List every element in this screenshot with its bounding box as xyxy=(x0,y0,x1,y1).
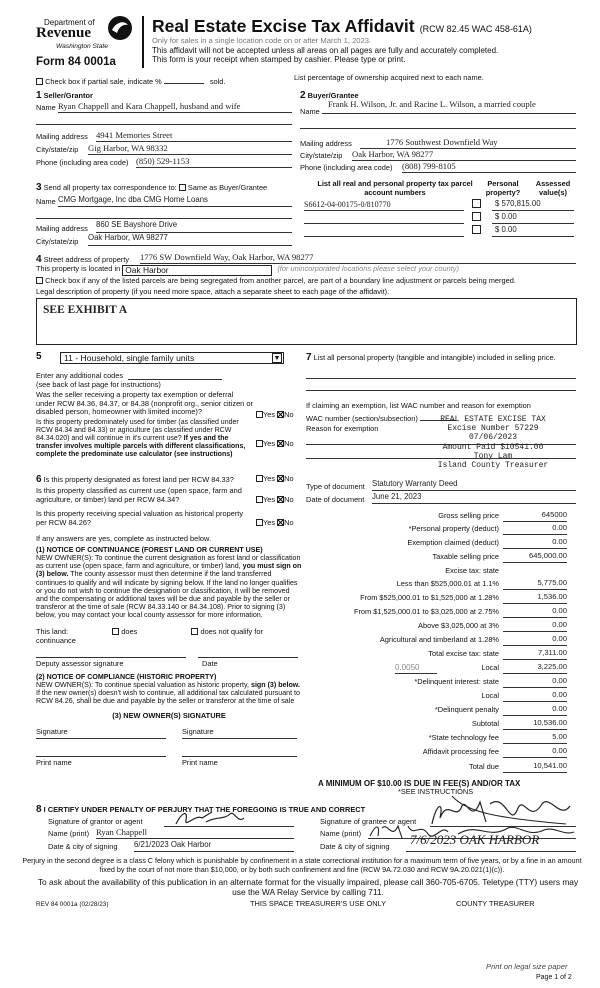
dor-revenue-word: Revenue xyxy=(36,25,91,41)
buyer-mailing-row xyxy=(300,137,576,149)
seller-city-row xyxy=(36,143,292,155)
deputy-date-line[interactable] xyxy=(198,657,298,658)
print-name-label-1: Print name xyxy=(36,758,72,767)
land-use-value: 11 - Household, single family units xyxy=(64,353,195,363)
tax-value[interactable]: 0.00 xyxy=(503,677,567,688)
seller-mailing-row xyxy=(36,130,292,142)
treasurer-stamp xyxy=(408,415,578,470)
parcel-value-field[interactable]: $ 0.00 xyxy=(492,213,574,224)
tax-label: Excise tax: state xyxy=(445,566,499,575)
dor-dept-line: Department of xyxy=(44,18,95,27)
current-use-question: Is this property classified as current use (open space, farm and agriculture, or timber) land per RCW 84.34? xyxy=(36,486,242,504)
dor-logo xyxy=(36,14,136,56)
tax-row xyxy=(305,650,567,663)
buyer-mailing-label: Mailing address xyxy=(300,139,352,148)
buyer-city-row xyxy=(300,149,576,161)
historic-yes-checkbox[interactable] xyxy=(256,519,263,526)
perjury-notice xyxy=(22,857,582,874)
grantor-signature-mark xyxy=(172,808,282,830)
form-title: Real Estate Excise Tax Affidavit xyxy=(152,16,415,36)
parcels-col-number-header: List all real and personal property tax parcel account numbers xyxy=(317,179,473,197)
dor-state-line: Washington State xyxy=(56,43,108,50)
seller-name-line-2 xyxy=(36,124,292,125)
new-owner-printname-1[interactable] xyxy=(36,756,166,757)
tax-value[interactable]: 0.00 xyxy=(503,538,567,549)
grantor-date-label: Date & city of signing xyxy=(48,842,118,851)
notice-continuance-body xyxy=(36,554,302,619)
yes-label: Yes xyxy=(263,439,276,448)
personal-property-label: List all personal property (tangible and intangible) included in selling price. xyxy=(313,353,556,362)
codes-field[interactable] xyxy=(128,372,222,380)
partial-sale-row xyxy=(36,76,225,87)
yes-label: Yes xyxy=(263,474,276,483)
corr-mailing-label: Mailing address xyxy=(36,224,88,233)
historic-question: Is this property receiving special valuation as historical property per RCW 84.26? xyxy=(36,509,244,527)
tax-row xyxy=(305,720,567,733)
corr-city-field[interactable]: Oak Harbor, WA 98277 xyxy=(88,234,292,246)
grantor-date-row xyxy=(48,840,294,852)
timber-yes-no xyxy=(256,440,294,449)
no-label: No xyxy=(284,474,294,483)
timber-no-checkbox[interactable] xyxy=(277,440,284,447)
grantee-name-label: Name (print) xyxy=(320,829,362,838)
notice-compliance-c: If the new owner(s) doesn't wish to continue, all additional tax calculated pursuant to RCW 84.26, shall be due and payable by the seller or transferor at the time of sale xyxy=(36,689,300,706)
tax-value[interactable]: 5,775.00 xyxy=(503,579,567,590)
personal-property-line-2[interactable] xyxy=(306,390,576,391)
parcel-number-field[interactable] xyxy=(304,213,464,224)
doc-type-label: Type of document xyxy=(306,482,365,491)
seller-mailing-field[interactable]: 4941 Memories Street xyxy=(96,131,292,142)
tax-row xyxy=(305,748,567,761)
tax-row xyxy=(305,622,567,635)
tax-row xyxy=(305,580,567,593)
located-note: (for unincorporated locations please select your county) xyxy=(277,264,459,273)
partial-sale-label: Check box if partial sale, indicate % xyxy=(45,77,162,86)
notice-continuance-b: you must sign on (3) below. xyxy=(36,562,302,579)
tax-value[interactable]: 5.00 xyxy=(503,733,567,744)
parcels-col-value-header: Assessed value(s) xyxy=(535,179,571,197)
print-name-label-2: Print name xyxy=(182,758,218,767)
personal-property-line-1[interactable] xyxy=(306,378,576,379)
buyer-name-field[interactable]: Frank H. Wilson, Jr. and Racine L. Wilson, a married couple xyxy=(322,100,576,114)
notice-compliance-b: sign (3) below. xyxy=(251,681,301,690)
buyer-phone-row xyxy=(300,161,576,173)
grantor-signature-label: Signature of grantor or agent xyxy=(48,817,143,826)
notice-continuance xyxy=(36,546,302,619)
located-label: This property is located in xyxy=(36,264,121,273)
tax-value[interactable]: 645,000.00 xyxy=(503,552,567,563)
seller-city-field[interactable]: Gig Harbor, WA 98332 xyxy=(88,144,292,155)
timber-yes-checkbox[interactable] xyxy=(256,440,263,447)
tax-label: Above $3,025,000 at 3% xyxy=(418,621,499,630)
buyer-name-line-2 xyxy=(300,128,576,129)
tax-row xyxy=(305,539,567,552)
tax-value[interactable]: 645000 xyxy=(503,511,567,522)
correspondence-label: Send all property tax correspondence to: xyxy=(43,183,177,192)
forest-question: Is this property designated as forest land per RCW 84.33? xyxy=(43,475,234,484)
parcel-personal-checkbox[interactable] xyxy=(472,225,481,234)
exemption-question: Was the seller receiving a property tax exemption or deferral under RCW 84.36, 84.37, or 84.38 (nonprofit org., senior citizen or disabled person, homeowner with limited income)? xyxy=(36,390,253,417)
tax-value[interactable]: 0.00 xyxy=(503,705,567,716)
grantee-date-label: Date & city of signing xyxy=(320,842,390,851)
legal-size-note: Print on legal size paper xyxy=(486,962,568,971)
tax-row xyxy=(305,692,567,705)
header-line-2: This affidavit will not be accepted unless all areas on all pages are fully and accurately completed. xyxy=(152,46,499,55)
segregated-label: Check box if any of the listed parcels are being segregated from another parcel, are part of a boundary line adjustment or parcels being merged. xyxy=(45,276,516,285)
form-number: Form 84 0001a xyxy=(36,56,116,68)
notice-continuance-c: The county assessor must then determine if the land transferred continues to qualify and will indicate by signing below. If the land no longer qualifies or you do not wish to continue the designation or classification, it will be removed and the compensating or additional taxes will be due and payable by the seller or transferor at the time of sale (RCW 84.33.140 or 84.34.108). Prior to signing (3) below, you may contact your local county assessor for more information. xyxy=(36,570,298,620)
located-select[interactable]: Oak Harbor xyxy=(122,265,272,276)
exemption-yes-checkbox[interactable] xyxy=(256,411,263,418)
perjury-text: Perjury in the second degree is a class C felony which is punishable by confinement in a state correctional institution for a maximum term of five years, or by a fine in an amount fixed by the court of not more than $10,000, or by both such confinement and fine (RCW 9A.72.030 and RCW 9A.20.021(1)(c)). xyxy=(22,856,582,874)
tax-value[interactable]: 0.00 xyxy=(503,691,567,702)
tax-row xyxy=(305,636,567,649)
grantee-date-value: 7/6/2023 OAK HARBOR xyxy=(410,832,540,847)
forest-no-checkbox[interactable] xyxy=(277,475,284,482)
buyer-city-label: City/state/zip xyxy=(300,151,343,160)
corr-name-field[interactable]: CMG Mortgage, Inc dba CMG Home Loans xyxy=(58,196,292,207)
doc-date-field[interactable]: June 21, 2023 xyxy=(372,493,576,504)
notice-compliance xyxy=(36,673,302,706)
legal-label: Legal description of property (if you need more space, attach a separate sheet to each page of the affidavit). xyxy=(36,287,390,296)
parcel-number-field[interactable] xyxy=(304,226,464,237)
tax-label: *Personal property (deduct) xyxy=(408,524,499,533)
grantor-signature-row xyxy=(48,818,294,827)
tax-value[interactable]: 10,536.00 xyxy=(503,719,567,730)
section-3-heading: 3 Send all property tax correspondence to: Same as Buyer/Grantee xyxy=(36,182,268,193)
certify-row: 8 I CERTIFY UNDER PENALTY OF PERJURY THAT THE FOREGOING IS TRUE AND CORRECT xyxy=(36,804,366,815)
current-use-yes-no xyxy=(256,496,294,505)
grantor-name-row xyxy=(48,827,294,839)
see-instructions: *SEE INSTRUCTIONS xyxy=(398,787,474,796)
legal-description-box[interactable] xyxy=(36,298,577,345)
stamp-line-4: Amount Paid $10541.00 xyxy=(442,442,544,452)
corr-city-label: City/state/zip xyxy=(36,237,79,246)
corr-city-row xyxy=(36,233,292,247)
header-divider xyxy=(142,16,144,68)
minimum-note: A MINIMUM OF $10.00 IS DUE IN FEE(S) AND/OR TAX xyxy=(318,779,521,788)
section-1-heading: 1 Seller/Grantor xyxy=(36,90,93,101)
tax-value[interactable]: 0.00 xyxy=(503,635,567,646)
parcel-number-field[interactable]: S6612-04-00175-0/810770 xyxy=(304,200,464,211)
buyer-name-row xyxy=(300,99,576,117)
tax-value[interactable]: 1,536.00 xyxy=(503,593,567,604)
tax-label: Exemption claimed (deduct) xyxy=(407,538,499,547)
tax-value[interactable]: 0.00 xyxy=(503,607,567,618)
this-land-label: This land: xyxy=(36,627,69,636)
wac-label: WAC number (section/subsection) xyxy=(306,414,418,423)
buyer-phone-label: Phone (including area code) xyxy=(300,163,393,172)
tax-label: *State technology fee xyxy=(428,733,499,742)
stamp-line-1: REAL ESTATE EXCISE TAX xyxy=(440,415,546,424)
buyer-city-field[interactable]: Oak Harbor, WA 98277 xyxy=(352,150,576,161)
grantee-signature-label: Signature of grantee or agent xyxy=(320,817,417,826)
partial-sale-checkbox[interactable] xyxy=(36,78,43,85)
tax-row xyxy=(305,678,567,691)
seller-name-field[interactable]: Ryan Chappell and Kara Chappell, husband and wife xyxy=(58,102,292,113)
notice-compliance-body xyxy=(36,681,302,705)
tax-label: Total due xyxy=(469,762,499,771)
corr-name-label: Name xyxy=(36,197,56,206)
codes-label: Enter any additional codes xyxy=(36,371,124,380)
exemption-no-checkbox[interactable] xyxy=(277,411,284,418)
grantor-date-field[interactable]: 6/21/2023 Oak Harbor xyxy=(134,841,294,852)
notice-continuance-a: NEW OWNER(S): To continue the current designation as forest land or classification as current use (open space, farm and agriculture, or timber) land, xyxy=(36,554,301,571)
parcel-personal-checkbox[interactable] xyxy=(472,212,481,221)
parcel-value-field[interactable]: $ 570,815.00 xyxy=(492,200,574,211)
seller-city-label: City/state/zip xyxy=(36,145,79,154)
deputy-date-label: Date xyxy=(202,659,218,668)
stamp-line-5: Tony Lam xyxy=(473,451,513,461)
current-use-no-checkbox[interactable] xyxy=(277,496,284,503)
tax-label: From $525,000.01 to $1,525,000 at 1.28% xyxy=(360,593,499,602)
current-use-yes-checkbox[interactable] xyxy=(256,496,263,503)
no-label: No xyxy=(284,410,294,419)
seller-mailing-label: Mailing address xyxy=(36,132,88,141)
notice-compliance-a: NEW OWNER(S): To continue special valuation as historic property, xyxy=(36,681,250,690)
tax-row xyxy=(305,525,567,538)
local-rate-field[interactable]: 0.0050 xyxy=(395,663,437,674)
seller-name-label: Name xyxy=(36,103,56,112)
notice-compliance-title: (2) NOTICE OF COMPLIANCE (HISTORIC PROPERTY) xyxy=(36,673,217,681)
tax-label: Agricultural and timberland at 1.28% xyxy=(379,635,499,644)
form-statute: (RCW 82.45 WAC 458-61A) xyxy=(419,24,532,34)
tax-label: *Delinquent penalty xyxy=(434,705,499,714)
buyer-phone-field[interactable]: (808) 799-8105 xyxy=(402,162,576,173)
does-not-label: does not qualify for xyxy=(200,627,263,636)
tax-value[interactable]: 0.00 xyxy=(503,747,567,758)
corr-name-row xyxy=(36,195,292,207)
no-label: No xyxy=(284,518,294,527)
tax-value[interactable]: 3,225.00 xyxy=(503,663,567,674)
seller-phone-field[interactable]: (850) 529-1153 xyxy=(136,157,292,168)
no-label: No xyxy=(284,439,294,448)
tax-row xyxy=(305,553,567,566)
tax-label: From $1,525,000.01 to $3,025,000 at 2.75% xyxy=(353,607,499,616)
alt-format-notice: To ask about the availability of this publication in an alternate format for the visually impaired, please call 360-705-6705. Teletype (TTY) users may use the WA Relay Service by calling 711. xyxy=(37,877,579,897)
grantor-name-label: Name (print) xyxy=(48,829,90,838)
section-7-row: 7 List all personal property (tangible and intangible) included in selling price. xyxy=(306,352,556,363)
timber-question xyxy=(36,419,256,459)
tax-row xyxy=(305,664,567,677)
buyer-mailing-field[interactable]: 1776 Southwest Downfield Way xyxy=(360,138,576,149)
street-field[interactable]: 1776 SW Downfield Way, Oak Harbor, WA 98277 xyxy=(140,253,576,264)
tax-row xyxy=(305,734,567,747)
continuance-label: continuance xyxy=(36,636,76,645)
yes-label: Yes xyxy=(263,495,276,504)
seller-phone-label: Phone (including area code) xyxy=(36,158,129,167)
parcel-personal-checkbox[interactable] xyxy=(472,199,481,208)
chevron-down-icon[interactable]: ▼ xyxy=(273,355,281,362)
section-5-number: 5 xyxy=(36,351,42,362)
tax-label: Less than $525,000.01 at 1.1% xyxy=(396,579,499,588)
tax-row xyxy=(305,608,567,621)
stamp-line-2: Excise Number 57229 xyxy=(447,424,539,434)
tax-value[interactable]: 10,541.00 xyxy=(503,762,567,773)
tax-label: Gross selling price xyxy=(438,511,499,520)
dor-swoosh-icon xyxy=(106,14,134,42)
notice-continuance-title: (1) NOTICE OF CONTINUANCE (FOREST LAND OR CURRENT USE) xyxy=(36,546,263,554)
same-as-buyer-label: Same as Buyer/Grantee xyxy=(187,183,268,192)
header-line-3: This form is your receipt when stamped by cashier. Please type or print. xyxy=(152,55,406,64)
buyer-heading: Buyer/Grantee xyxy=(307,91,359,100)
timber-question-bold: If yes and the transfer involves multiple parcels with different classifications, complete the predominate use calculator (see instructions) xyxy=(36,435,246,459)
timber-question-text: Is this property predominately used for timber (as classified under RCW 84.34 and 84.33) or agriculture (as classified under RCW 84.34.020) and will continue in it's current use? xyxy=(36,419,239,443)
seller-name-row xyxy=(36,101,292,113)
no-label: No xyxy=(284,495,294,504)
grantor-name-field[interactable]: Ryan Chappell xyxy=(96,828,294,839)
historic-yes-no xyxy=(256,519,294,528)
county-treasurer-label: COUNTY TREASURER xyxy=(456,899,535,908)
tax-label: Local xyxy=(481,663,499,672)
doc-type-field[interactable]: Statutory Warranty Deed xyxy=(372,480,576,491)
forest-yes-no xyxy=(256,475,294,484)
buyer-name-label: Name xyxy=(300,107,320,116)
codes-note: (see back of last page for instructions) xyxy=(36,380,161,389)
deputy-signature-label: Deputy assessor signature xyxy=(36,659,124,668)
tax-label: Total excise tax: state xyxy=(428,649,499,658)
form-title-row xyxy=(152,16,532,36)
header-line-1: Only for sales in a single location code on or after March 1, 2023. xyxy=(152,36,372,45)
does-label: does xyxy=(121,627,138,636)
segregated-row xyxy=(36,277,516,286)
tax-value[interactable]: 0.00 xyxy=(503,524,567,535)
tax-label: Subtotal xyxy=(471,719,499,728)
page-number: Page 1 of 2 xyxy=(536,974,572,981)
new-owner-printname-2[interactable] xyxy=(182,756,297,757)
certify-text: I CERTIFY UNDER PENALTY OF PERJURY THAT THE FOREGOING IS TRUE AND CORRECT xyxy=(43,805,366,814)
yes-label: Yes xyxy=(263,518,276,527)
new-owner-signature-1[interactable] xyxy=(36,738,166,739)
exemption-claim-label: If claiming an exemption, list WAC number and reason for exemption xyxy=(306,401,531,410)
parcel-value-field[interactable]: $ 0.00 xyxy=(492,226,574,237)
tax-label: Local xyxy=(481,691,499,700)
street-label: Street address of property xyxy=(43,255,130,264)
stamp-line-3: 07/06/2023 xyxy=(468,433,517,443)
does-not-checkbox[interactable] xyxy=(191,628,198,635)
section-2-heading: 2 Buyer/Grantee xyxy=(300,90,359,101)
legal-description-value: SEE EXHIBIT A xyxy=(43,304,128,316)
corr-mailing-field[interactable]: 860 SE Bayshore Drive xyxy=(96,221,292,233)
located-row xyxy=(36,265,459,276)
tax-label: Taxable selling price xyxy=(432,552,499,561)
treasurer-use-label: THIS SPACE TREASURER'S USE ONLY xyxy=(250,899,387,908)
tax-row xyxy=(305,763,567,776)
land-use-select[interactable] xyxy=(60,352,284,364)
section-4-street-row: 4 Street address of property 1776 SW Downfield Way, Oak Harbor, WA 98277 xyxy=(36,254,576,266)
tax-value[interactable]: 0.00 xyxy=(503,621,567,632)
signature-label-1: Signature xyxy=(36,727,68,736)
partial-sale-suffix: sold. xyxy=(209,77,226,86)
tax-label: *Delinquent interest: state xyxy=(414,677,499,686)
ownership-note: List percentage of ownership acquired next to each name. xyxy=(294,73,484,82)
notice-signature-title: (3) NEW OWNER(S) SIGNATURE xyxy=(112,711,226,720)
doc-date-label: Date of document xyxy=(306,495,365,504)
exemption-yes-no xyxy=(256,411,294,420)
doc-type-row xyxy=(306,479,576,492)
same-as-buyer-checkbox[interactable] xyxy=(179,184,186,191)
rev-number: REV 84 0001a (02/28/23) xyxy=(36,901,109,908)
corr-name-line-2 xyxy=(36,218,292,219)
seller-heading: Seller/Grantor xyxy=(43,91,93,100)
historic-no-checkbox[interactable] xyxy=(277,519,284,526)
stamp-line-6: Island County Treasurer xyxy=(437,460,549,470)
doc-date-row xyxy=(306,492,576,505)
tax-row xyxy=(305,706,567,719)
if-yes-note: If any answers are yes, complete as instructed below. xyxy=(36,534,211,543)
seller-phone-row xyxy=(36,156,292,168)
does-checkbox[interactable] xyxy=(112,628,119,635)
tax-label: Affidavit processing fee xyxy=(422,747,499,756)
yes-label: Yes xyxy=(263,410,276,419)
signature-label-2: Signature xyxy=(182,727,214,736)
partial-sale-percent-field[interactable] xyxy=(164,76,204,84)
tax-value[interactable]: 7,311.00 xyxy=(503,649,567,660)
reason-label: Reason for exemption xyxy=(306,424,379,433)
forest-question-row: 6 Is this property designated as forest land per RCW 84.33? Yes No xyxy=(36,474,294,485)
forest-yes-checkbox[interactable] xyxy=(256,475,263,482)
segregated-checkbox[interactable] xyxy=(36,277,43,284)
tax-row xyxy=(305,594,567,607)
parcels-col-personal-header: Personal property? xyxy=(485,179,521,197)
deputy-signature-line[interactable] xyxy=(36,657,186,658)
new-owner-signature-2[interactable] xyxy=(182,738,297,739)
